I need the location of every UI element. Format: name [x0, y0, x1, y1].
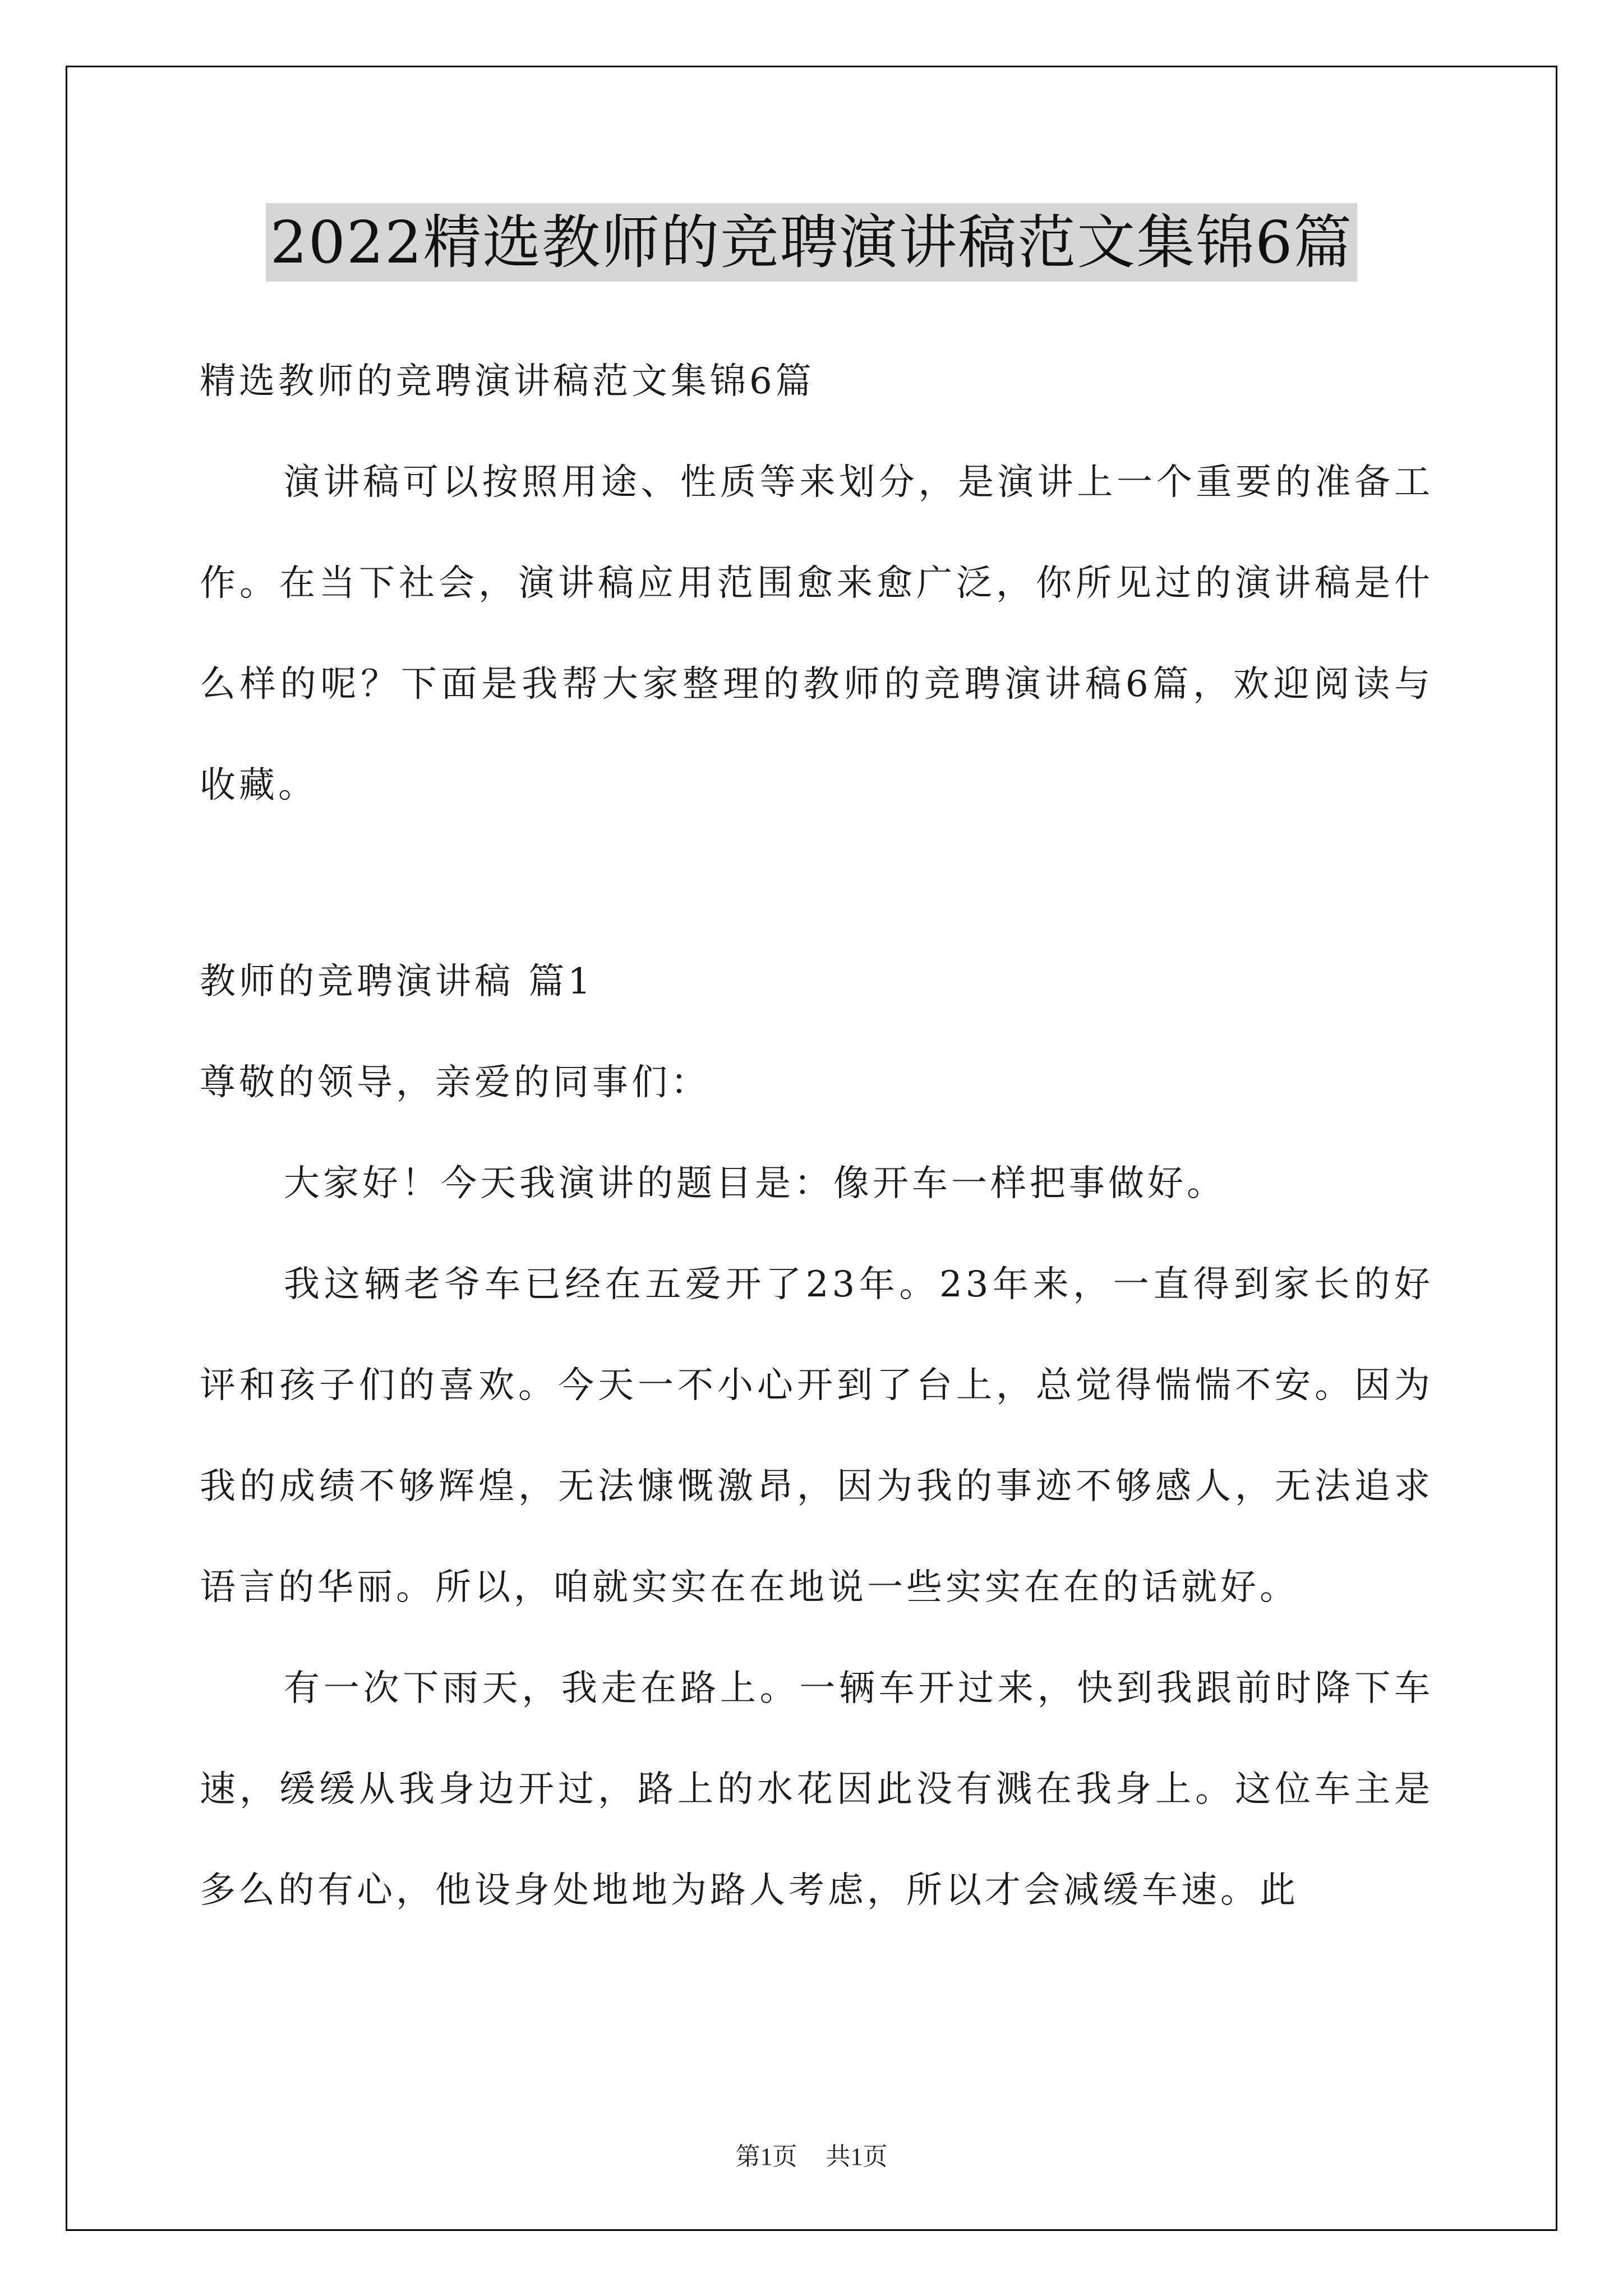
title-wrap — [0, 203, 1623, 282]
page-footer — [0, 2136, 1623, 2172]
intro-paragraph: 演讲稿可以按照用途、性质等来划分，是演讲上一个重要的准备工作。在当下社会，演讲稿应用范围愈来愈广泛，你所见过的演讲稿是什么样的呢？下面是我帮大家整理的教师的竞聘演讲稿6篇，欢迎阅读与收藏。 — [200, 462, 1433, 806]
document-subtitle: 精选教师的竞聘演讲稿范文集锦6篇 — [200, 361, 815, 402]
spacer — [200, 836, 1433, 931]
body-paragraph: 大家好！今天我演讲的题目是：像开车一样把事做好。 — [284, 1163, 1226, 1204]
section-heading: 教师的竞聘演讲稿 篇1 — [200, 961, 594, 1002]
page-number-current: 第1页 — [735, 2143, 797, 2170]
salutation: 尊敬的领导，亲爱的同事们： — [200, 1062, 710, 1103]
document-title: 2022精选教师的竞聘演讲稿范文集锦6篇 — [266, 203, 1358, 282]
page-number-total: 共1页 — [826, 2143, 888, 2170]
document-body — [200, 331, 1433, 1941]
body-paragraph: 有一次下雨天，我走在路上。一辆车开过来，快到我跟前时降下车速，缓缓从我身边开过，路上的水花因此没有溅在我身上。这位车主是多么的有心，他设身处地地为路人考虑，所以才会减缓车速。此 — [200, 1668, 1433, 1911]
body-paragraph: 我这辆老爷车已经在五爱开了23年。23年来，一直得到家长的好评和孩子们的喜欢。今天一不小心开到了台上，总觉得惴惴不安。因为我的成绩不够辉煌，无法慷慨激昂，因为我的事迹不够感人，无法追求语言的华丽。所以，咱就实实在在地说一些实实在在的话就好。 — [200, 1264, 1433, 1608]
